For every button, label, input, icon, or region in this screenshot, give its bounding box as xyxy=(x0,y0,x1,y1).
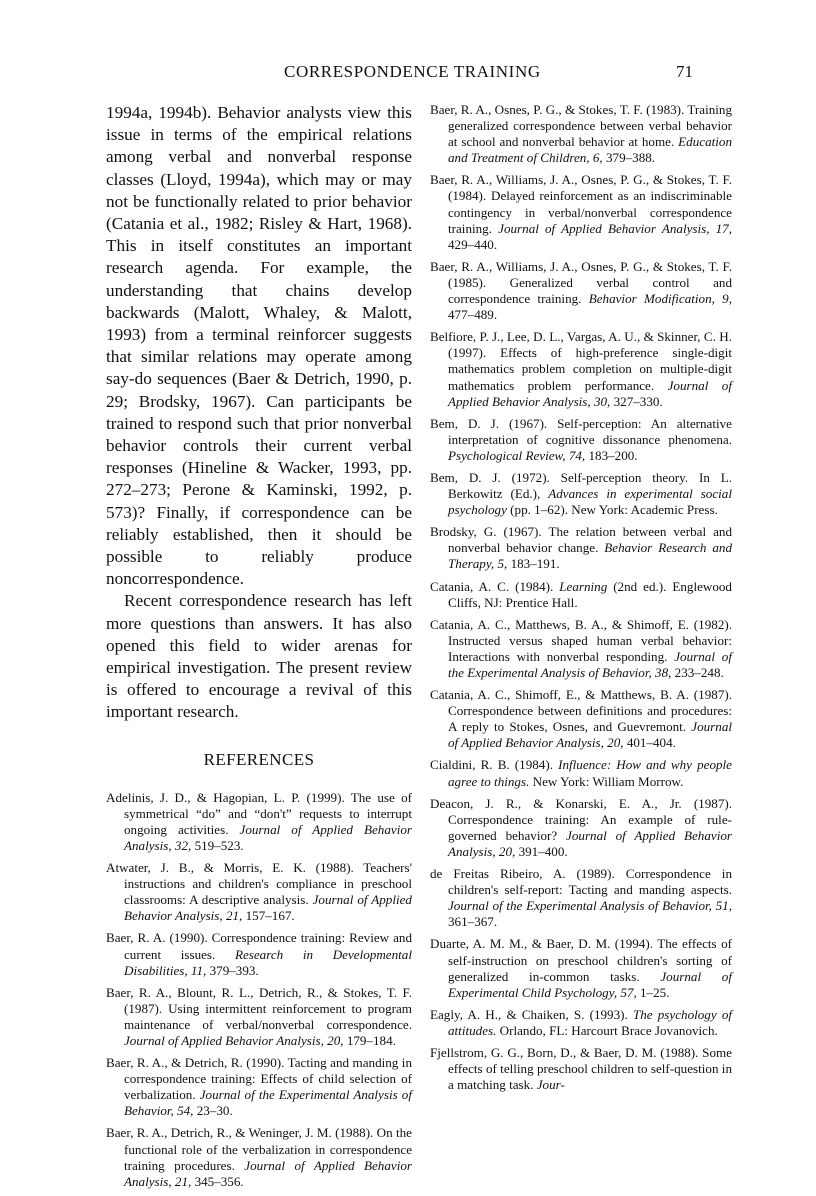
reference-text: Bem, D. J. (1967). Self-perception: An alternative interpretation of cognitive dissonance phenomena. xyxy=(430,415,732,447)
reference-entry xyxy=(430,329,732,409)
reference-text: Catania, A. C. (1984). xyxy=(430,578,560,594)
reference-entry xyxy=(106,1125,412,1189)
reference-text: Cialdini, R. B. (1984). xyxy=(430,757,559,773)
reference-pages: 179–184. xyxy=(343,1033,396,1048)
reference-text: Baer, R. A., Williams, J. A., Osnes, P. G., & Stokes, T. F. (1985). Generalized verbal control and correspondence training. xyxy=(430,258,732,307)
reference-entry xyxy=(430,102,732,166)
reference-pages: 379–393. xyxy=(206,962,259,978)
reference-pages: New York: William Morrow. xyxy=(529,773,684,789)
reference-text: Catania, A. C., Shimoff, E., & Matthews, B. A. (1987). Correspondence between definitions and procedures: A reply to Stokes, Osnes, and Guevremont. xyxy=(430,687,732,735)
reference-entry xyxy=(430,936,732,1000)
reference-pages: 477–489. xyxy=(448,307,498,323)
reference-text: Baer, R. A., & Detrich, R. (1990). Tacting and manding in correspondence training: Effects of child selection of verbalization. xyxy=(106,1055,412,1103)
reference-source: Behavior Research and Therapy, 5, xyxy=(448,540,732,572)
reference-source: Journal of Applied Behavior Analysis, 20, xyxy=(448,827,732,859)
reference-pages: 429–440. xyxy=(448,236,498,252)
reference-list-right xyxy=(430,102,732,1093)
reference-text: Deacon, J. R., & Konarski, E. A., Jr. (1987). Correspondence training: An example of rule-governed behavior? xyxy=(430,795,732,843)
reference-source: Jour- xyxy=(536,1077,565,1093)
reference-text: Adelinis, J. D., & Hagopian, L. P. (1999). The use of symmetrical “do” and “don't” requests to interrupt ongoing activities. xyxy=(106,789,412,837)
reference-text: Baer, R. A. (1990). Correspondence training: Review and current issues. xyxy=(106,930,412,962)
reference-pages: 1–25. xyxy=(636,984,670,1000)
reference-text: Baer, R. A., Blount, R. L., Detrich, R., & Stokes, T. F. (1987). Using intermittent reinforcement to program maintenance of verbal/nonverbal correspondence. xyxy=(106,984,412,1032)
reference-text: Fjellstrom, G. G., Born, D., & Baer, D. M. (1988). Some effects of telling preschool children to self-question in a matching task. xyxy=(430,1044,732,1093)
running-header xyxy=(0,62,816,86)
reference-entry xyxy=(106,860,412,924)
body-paragraph: Recent correspondence research has left more questions than answers. It has also opened this field to wider arenas for empirical investigation. The present review is offered to encourage a revival of this important research. xyxy=(106,591,412,722)
reference-source: Journal of Applied Behavior Analysis, 30, xyxy=(448,377,732,409)
reference-entry xyxy=(430,470,732,518)
reference-entry xyxy=(430,1007,732,1039)
reference-text: Baer, R. A., Osnes, P. G., & Stokes, T. F. (1983). Training generalized correspondence between verbal behavior at school and nonverbal behavior at home. xyxy=(430,102,732,150)
reference-source: Journal of the Experimental Analysis of Behavior, 51, xyxy=(448,898,732,914)
reference-text: de Freitas Ribeiro, A. (1989). Correspondence in children's self-report: Tacting and manding aspects. xyxy=(430,866,732,898)
reference-source: Journal of Applied Behavior Analysis, 20, xyxy=(124,1033,344,1048)
reference-pages: 183–191. xyxy=(507,556,560,572)
reference-source: Journal of the Experimental Analysis of Behavior, 38, xyxy=(448,648,732,680)
reference-entry xyxy=(430,796,732,860)
reference-text: Belfiore, P. J., Lee, D. L., Vargas, A. U., & Skinner, C. H. (1997). Effects of high-preference single-digit mathematics problem completion on multiple-digit mathematics problem performance. xyxy=(430,329,732,393)
reference-entry xyxy=(430,866,732,930)
reference-text: Baer, R. A., Williams, J. A., Osnes, P. G., & Stokes, T. F. (1984). Delayed reinforcement as an indiscriminable contingency in verbal/nonverbal correspondence training. xyxy=(430,172,732,236)
reference-entry xyxy=(106,1055,412,1119)
reference-source: Research in Developmental Disabilities, 11, xyxy=(124,946,412,978)
reference-source: Education and Treatment of Children, 6, xyxy=(448,134,732,166)
reference-text: Bem, D. J. (1972). Self-perception theory. In L. Berkowitz (Ed.), xyxy=(430,469,732,502)
references-heading: REFERENCES xyxy=(203,749,315,769)
reference-entry xyxy=(430,579,732,611)
reference-pages: 345–356. xyxy=(191,1173,244,1189)
reference-entry xyxy=(430,524,732,572)
reference-pages: Orlando, FL: Harcourt Brace Jovanovich. xyxy=(496,1022,718,1038)
reference-pages: 327–330. xyxy=(610,393,663,409)
reference-source: Journal of Applied Behavior Analysis, 17, xyxy=(498,220,732,236)
reference-pages: 379–388. xyxy=(602,150,656,166)
reference-pages: (pp. 1–62). New York: Academic Press. xyxy=(506,502,718,518)
reference-entry xyxy=(430,687,732,751)
reference-text: Duarte, A. M. M., & Baer, D. M. (1994). The effects of self-instruction on preschool children's sorting of generalized in-common tasks. xyxy=(430,936,732,984)
reference-entry xyxy=(430,259,732,323)
reference-pages: 157–167. xyxy=(242,908,295,924)
reference-source: Influence: How and why people agree to things. xyxy=(448,757,732,789)
reference-entry xyxy=(430,757,732,789)
reference-source: Journal of Applied Behavior Analysis, 32, xyxy=(124,821,412,853)
reference-list-left xyxy=(106,790,412,1190)
page-number: 71 xyxy=(676,62,693,81)
running-title: CORRESPONDENCE TRAINING xyxy=(284,62,541,81)
reference-text: Brodsky, G. (1967). The relation between verbal and nonverbal behavior change. xyxy=(430,524,732,556)
reference-pages: 391–400. xyxy=(515,843,568,859)
reference-text: Atwater, J. B., & Morris, E. K. (1988). Teachers' instructions and children's compliance in preschool classrooms: A descriptive analysis. xyxy=(106,860,412,908)
left-column xyxy=(106,102,412,1196)
reference-pages: 23–30. xyxy=(193,1103,233,1119)
reference-source: Psychological Review, 74, xyxy=(448,447,586,463)
body-paragraph: 1994a, 1994b). Behavior analysts view this issue in terms of the empirical relations among verbal and nonverbal response classes (Lloyd, 1994a), which may or may not be functionally related to prior behavior (Catania et al., 1982; Risley & Hart, 1968). This in itself constitutes an important research agenda. For example, the understanding that chains develop backwards (Malott, Whaley, & Malott, 1993) from a terminal reinforcer suggests that similar relations may operate among say-do sequences (Baer & Detrich, 1990, p. 29; Brodsky, 1967). Can participants be trained to respond such that prior nonverbal behavior controls their current verbal responses (Hineline & Wacker, 1993, pp. 272–273; Perone & Kaminski, 1992, p. 573)? Finally, if correspondence can be reliably established, then it should be possible to reliably produce noncorrespondence. xyxy=(106,103,412,589)
reference-pages: 183–200. xyxy=(585,447,638,463)
reference-entry xyxy=(106,930,412,978)
reference-source: Journal of Applied Behavior Analysis, 21, xyxy=(124,892,412,924)
reference-text: Catania, A. C., Matthews, B. A., & Shimoff, E. (1982). Instructed versus shaped human verbal behavior: Interactions with nonverbal responding. xyxy=(430,616,732,664)
reference-pages: 519–523. xyxy=(191,837,244,853)
reference-entry xyxy=(106,985,412,1049)
reference-source: Journal of Applied Behavior Analysis, 21, xyxy=(124,1157,412,1189)
reference-entry xyxy=(430,416,732,464)
reference-source: Advances in experimental social psychology xyxy=(448,486,732,518)
reference-pages: 401–404. xyxy=(623,735,676,751)
body-text xyxy=(106,102,412,724)
reference-source: Journal of Applied Behavior Analysis, 20, xyxy=(448,719,732,751)
reference-text: Baer, R. A., Detrich, R., & Weninger, J. M. (1988). On the functional role of the verbalization in correspondence training procedures. xyxy=(106,1125,412,1173)
reference-source: Learning xyxy=(559,578,608,594)
reference-pages: 233–248. xyxy=(671,665,724,680)
reference-text: Eagly, A. H., & Chaiken, S. (1993). xyxy=(430,1006,633,1022)
reference-entry xyxy=(430,172,732,252)
reference-source: The psychology of attitudes. xyxy=(448,1006,733,1038)
reference-entry xyxy=(430,1045,732,1093)
reference-pages: 361–367. xyxy=(448,914,498,930)
reference-entry xyxy=(430,617,732,681)
right-column xyxy=(430,102,732,1099)
reference-source: Behavior Modification, 9, xyxy=(588,291,733,307)
reference-entry xyxy=(106,790,412,854)
reference-source: Journal of Experimental Child Psychology, 57, xyxy=(448,968,732,1000)
reference-source: Journal of the Experimental Analysis of Behavior, 54, xyxy=(124,1087,412,1119)
reference-pages: (2nd ed.). Englewood Cliffs, NJ: Prentice Hall. xyxy=(448,578,732,610)
